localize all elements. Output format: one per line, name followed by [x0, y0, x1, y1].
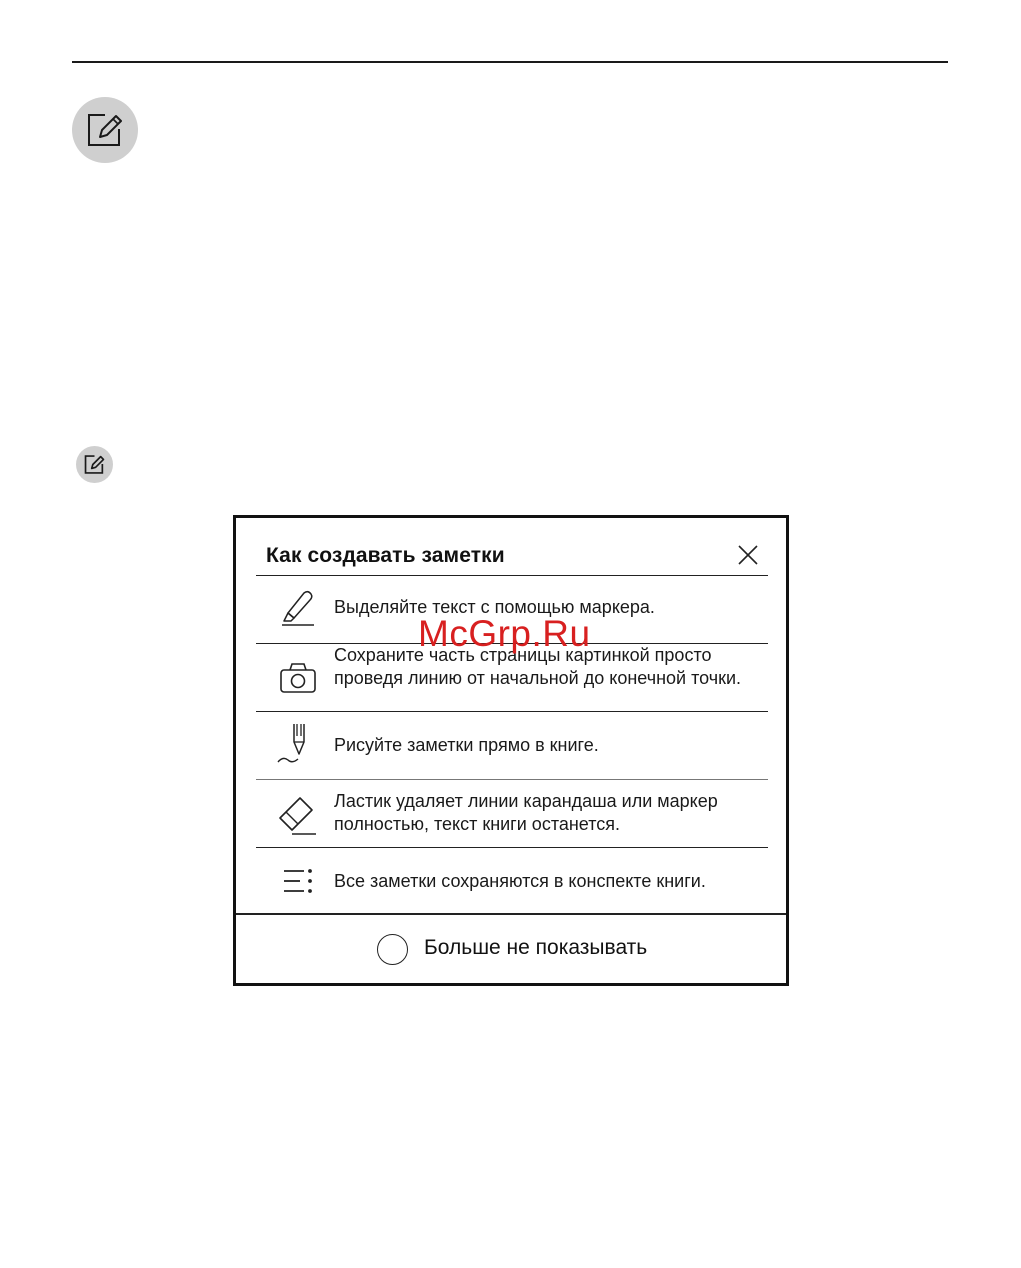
row-text: Все заметки сохраняются в конспекте книги.	[334, 871, 706, 891]
list-item	[256, 644, 768, 711]
note-badge-large	[72, 97, 138, 163]
note-edit-icon	[76, 446, 113, 483]
list-item	[256, 576, 768, 643]
notes-list-icon	[274, 857, 322, 905]
eraser-icon	[274, 790, 322, 838]
list-item	[256, 848, 768, 913]
row-text: Ластик удаляет линии карандаша или маркер полностью, текст книги останется.	[334, 791, 718, 834]
row-text: Сохраните часть страницы картинкой просто проведя линию от начальной до конечной точки.	[334, 645, 742, 688]
dont-show-again-radio[interactable]	[377, 934, 408, 965]
notes-help-dialog	[233, 515, 789, 986]
row-text: Выделяйте текст с помощью маркера.	[334, 597, 655, 617]
dont-show-again-label: Больше не показывать	[424, 936, 648, 959]
camera-icon	[274, 656, 322, 704]
note-badge-small	[76, 446, 113, 483]
list-item	[256, 712, 768, 779]
note-edit-icon	[72, 97, 138, 163]
close-icon[interactable]	[734, 541, 762, 569]
dont-show-again-option[interactable]	[236, 915, 786, 986]
top-rule	[72, 61, 948, 63]
list-item	[256, 780, 768, 847]
highlighter-icon	[274, 585, 322, 633]
dialog-title: Как создавать заметки	[266, 544, 505, 567]
watermark: McGrp.Ru	[418, 613, 591, 654]
row-text: Рисуйте заметки прямо в книге.	[334, 735, 599, 755]
pencil-icon	[274, 722, 322, 770]
